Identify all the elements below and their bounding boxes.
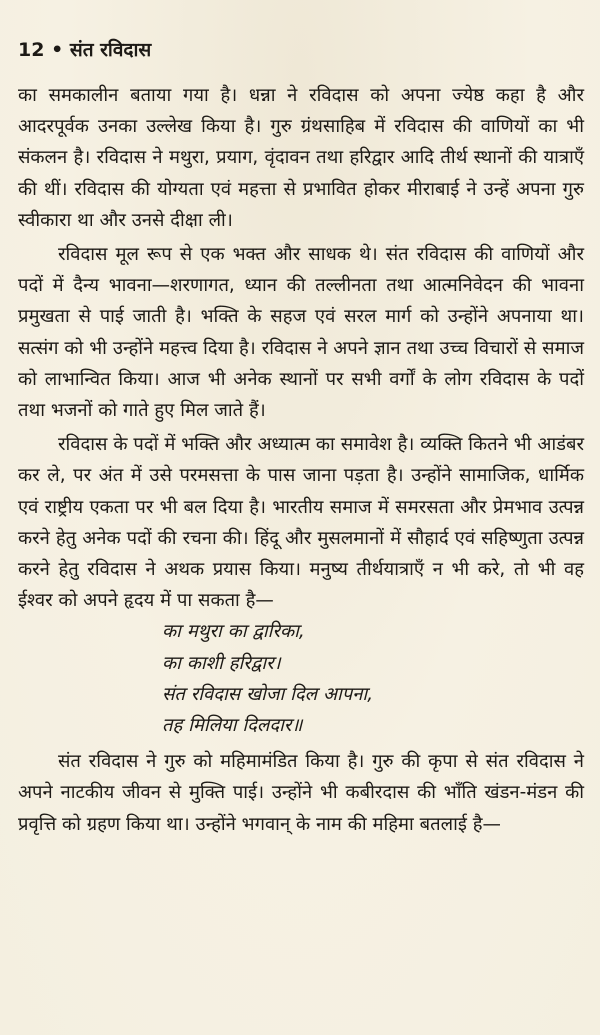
paragraph-2: रविदास मूल रूप से एक भक्त और साधक थे। संत रविदास की वाणियों और पदों में दैन्य भावना—शरणागत, ध्यान की तल्लीनता तथा आत्मनिवेदन की भावना प्रमुखता से पाई जाती है। भक्ति के सहज एवं सरल मार्ग को उन्होंने अपनाया था। सत्संग को भी उन्होंने महत्त्व दिया है। रविदास ने अपने ज्ञान तथा उच्च विचारों से समाज को लाभान्वित किया। आज भी अनेक स्थानों पर सभी वर्गों के लोग रविदास के पदों तथा भजनों को गाते हुए मिल जाते हैं। — [18, 244, 584, 422]
verse-line-4: तह मिलिया दिलदार॥ — [162, 715, 303, 737]
paragraph-1: का समकालीन बताया गया है। धन्ना ने रविदास को अपना ज्येष्ठ कहा है और आदरपूर्वक उनका उल्लेख किया है। गुरु ग्रंथसाहिब में रविदास की वाणियों का भी संकलन है। रविदास ने मथुरा, प्रयाग, वृंदावन तथा हरिद्वार आदि तीर्थ स्थानों की यात्राएँ की थीं। रविदास की योग्यता एवं महत्ता से प्रभावित होकर मीराबाई ने उन्हें अपना गुरु स्वीकारा था और उनसे दीक्षा ली। — [18, 85, 584, 231]
verse-line-1: का मथुरा का द्वारिका, — [162, 621, 305, 643]
verse-line-2: का काशी हरिद्वार। — [162, 652, 281, 674]
paragraph-3: रविदास के पदों में भक्ति और अध्यात्म का समावेश है। व्यक्ति कितने भी आडंबर कर ले, पर अंत में उसे परमसत्ता के पास जाना पड़ता है। उन्होंने सामाजिक, धार्मिक एवं राष्ट्रीय एकता पर भी बल दिया है। भारतीय समाज में समरसता और प्रेमभाव उत्पन्न करने हेतु अनेक पदों की रचना की। हिंदू और मुसलमानों में सौहार्द एवं सहिष्णुता उत्पन्न करने हेतु रविदास ने अथक प्रयास किया। मनुष्य तीर्थयात्राएँ न भी करे, तो भी वह ईश्वर को अपने हृदय में पा सकता है— — [18, 434, 584, 612]
running-header — [18, 38, 151, 62]
verse-line-3: संत रविदास खोजा दिल आपना, — [162, 683, 374, 705]
header-separator: • — [51, 39, 64, 61]
paragraph-4: संत रविदास ने गुरु को महिमामंडित किया है। गुरु की कृपा से संत रविदास ने अपने नाटकीय जीवन से मुक्ति पाई। उन्होंने भी कबीरदास की भाँति खंडन-मंडन की प्रवृत्ति को ग्रहण किया था। उन्होंने भगवान् के नाम की महिमा बतलाई है— — [18, 751, 584, 835]
page-number: 12 — [18, 39, 45, 61]
verse-block — [18, 616, 584, 741]
body-text — [18, 80, 584, 840]
running-title: संत रविदास — [69, 39, 152, 61]
